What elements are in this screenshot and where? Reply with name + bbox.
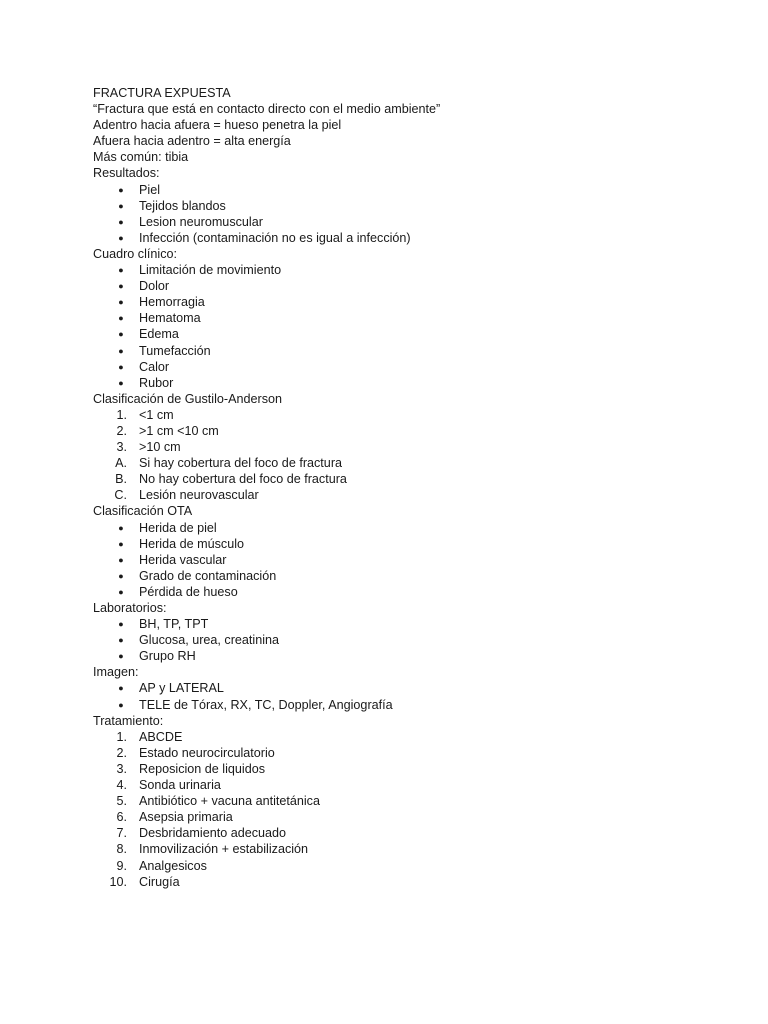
list-item-text: Tejidos blandos: [139, 198, 226, 213]
list-number: 3.: [116, 440, 127, 455]
text-line: “Fractura que está en contacto directo con el medio ambiente”: [93, 102, 441, 117]
bullet-list-item: [93, 552, 713, 568]
list-number: B.: [115, 472, 127, 487]
list-item-text: Tumefacción: [139, 343, 211, 358]
list-item-text: Herida vascular: [139, 552, 227, 567]
bullet-icon: ●: [118, 570, 124, 581]
bullet-icon: ●: [118, 683, 124, 694]
bullet-list-item: [93, 520, 713, 536]
list-number: 1.: [116, 729, 127, 744]
list-item-text: Hemorragia: [139, 295, 205, 310]
numbered-list-item: [93, 745, 713, 761]
bullet-icon: ●: [118, 200, 124, 211]
bullet-list-item: [93, 262, 713, 278]
bullet-list-item: [93, 648, 713, 664]
list-number: 3.: [116, 761, 127, 776]
bullet-list-item: [93, 697, 713, 713]
list-number: 1.: [116, 407, 127, 422]
list-number: C.: [114, 488, 127, 503]
list-item-text: Edema: [139, 327, 179, 342]
list-item-text: Estado neurocirculatorio: [139, 745, 275, 760]
bullet-icon: ●: [118, 586, 124, 597]
list-item-text: Pérdida de hueso: [139, 584, 238, 599]
list-item-text: Cirugía: [139, 874, 180, 889]
list-item-text: Piel: [139, 182, 160, 197]
bullet-list-item: [93, 680, 713, 696]
list-number: 8.: [116, 842, 127, 857]
bullet-icon: ●: [118, 699, 124, 710]
bullet-icon: ●: [118, 184, 124, 195]
list-item-text: Lesion neuromuscular: [139, 214, 263, 229]
bullet-icon: ●: [118, 345, 124, 356]
list-item-text: Si hay cobertura del foco de fractura: [139, 456, 343, 471]
text-line: Cuadro clínico:: [93, 246, 177, 261]
list-number: 2.: [116, 423, 127, 438]
list-item-text: Lesión neurovascular: [139, 488, 259, 503]
document-body: [93, 85, 713, 890]
list-number: 5.: [116, 794, 127, 809]
text-line: Afuera hacia adentro = alta energía: [93, 134, 291, 149]
bullet-list-item: [93, 375, 713, 391]
list-item-text: Herida de músculo: [139, 536, 244, 551]
list-item-text: Grupo RH: [139, 649, 196, 664]
bullet-list-item: [93, 294, 713, 310]
numbered-list-item: [93, 761, 713, 777]
bullet-list-item: [93, 359, 713, 375]
bullet-list-item: [93, 278, 713, 294]
numbered-list-item: [93, 439, 713, 455]
document-title: FRACTURA EXPUESTA: [93, 86, 231, 100]
bullet-icon: ●: [118, 329, 124, 340]
bullet-icon: ●: [118, 265, 124, 276]
list-item-text: Rubor: [139, 375, 174, 390]
bullet-list-item: [93, 182, 713, 198]
numbered-list-item: [93, 809, 713, 825]
list-item-text: Analgesicos: [139, 858, 207, 873]
bullet-icon: ●: [118, 522, 124, 533]
list-number: 10.: [109, 874, 127, 889]
list-item-text: Glucosa, urea, creatinina: [139, 633, 280, 648]
text-line: Adentro hacia afuera = hueso penetra la piel: [93, 118, 342, 133]
list-item-text: Desbridamiento adecuado: [139, 826, 287, 841]
text-line: Clasificación de Gustilo-Anderson: [93, 391, 282, 406]
list-item-text: Hematoma: [139, 311, 201, 326]
list-item-text: >1 cm <10 cm: [139, 423, 219, 438]
text-line: Laboratorios:: [93, 601, 167, 615]
text-line: Clasificación OTA: [93, 504, 193, 519]
list-item-text: Infección (contaminación no es igual a infección): [139, 230, 411, 245]
bullet-icon: ●: [118, 297, 124, 308]
list-item-text: Reposicion de liquidos: [139, 761, 266, 776]
list-item-text: AP y LATERAL: [139, 681, 224, 696]
bullet-icon: ●: [118, 554, 124, 565]
text-line: Tratamiento:: [93, 713, 164, 728]
list-item-text: <1 cm: [139, 407, 174, 422]
text-line: Más común: tibia: [93, 150, 189, 165]
list-item-text: ABCDE: [139, 729, 183, 744]
list-number: 7.: [116, 826, 127, 841]
text-line: Imagen:: [93, 665, 139, 680]
numbered-list-item: [93, 455, 713, 471]
numbered-list-item: [93, 825, 713, 841]
list-item-text: Inmovilización + estabilización: [139, 842, 309, 857]
bullet-list-item: [93, 568, 713, 584]
bullet-list-item: [93, 230, 713, 246]
list-item-text: Limitación de movimiento: [139, 263, 282, 278]
list-item-text: Herida de piel: [139, 520, 217, 535]
bullet-icon: ●: [118, 635, 124, 646]
numbered-list-item: [93, 407, 713, 423]
list-item-text: BH, TP, TPT: [139, 617, 209, 632]
text-line: Resultados:: [93, 166, 160, 181]
bullet-icon: ●: [118, 216, 124, 227]
bullet-list-item: [93, 310, 713, 326]
list-item-text: Grado de contaminación: [139, 568, 277, 583]
numbered-list-item: [93, 423, 713, 439]
bullet-list-item: [93, 536, 713, 552]
bullet-list-item: [93, 632, 713, 648]
bullet-icon: ●: [118, 377, 124, 388]
bullet-icon: ●: [118, 313, 124, 324]
list-number: 2.: [116, 745, 127, 760]
list-number: A.: [115, 456, 127, 471]
bullet-icon: ●: [118, 232, 124, 243]
numbered-list-item: [93, 841, 713, 857]
numbered-list-item: [93, 858, 713, 874]
numbered-list-item: [93, 777, 713, 793]
bullet-list-item: [93, 198, 713, 214]
list-item-text: Dolor: [139, 279, 170, 294]
list-item-text: TELE de Tórax, RX, TC, Doppler, Angiografía: [139, 697, 393, 712]
bullet-list-item: [93, 214, 713, 230]
list-number: 4.: [116, 778, 127, 793]
list-item-text: Asepsia primaria: [139, 810, 233, 825]
list-number: 9.: [116, 858, 127, 873]
bullet-list-item: [93, 616, 713, 632]
bullet-icon: ●: [118, 281, 124, 292]
list-item-text: Calor: [139, 359, 170, 374]
bullet-icon: ●: [118, 361, 124, 372]
list-item-text: No hay cobertura del foco de fractura: [139, 472, 347, 487]
numbered-list-item: [93, 729, 713, 745]
bullet-icon: ●: [118, 619, 124, 630]
numbered-list-item: [93, 874, 713, 890]
list-number: 6.: [116, 810, 127, 825]
bullet-icon: ●: [118, 651, 124, 662]
bullet-list-item: [93, 326, 713, 342]
numbered-list-item: [93, 471, 713, 487]
list-item-text: Antibiótico + vacuna antitetánica: [139, 794, 320, 809]
list-item-text: >10 cm: [139, 440, 181, 455]
numbered-list-item: [93, 793, 713, 809]
numbered-list-item: [93, 487, 713, 503]
bullet-list-item: [93, 343, 713, 359]
bullet-icon: ●: [118, 538, 124, 549]
list-item-text: Sonda urinaria: [139, 778, 221, 793]
bullet-list-item: [93, 584, 713, 600]
